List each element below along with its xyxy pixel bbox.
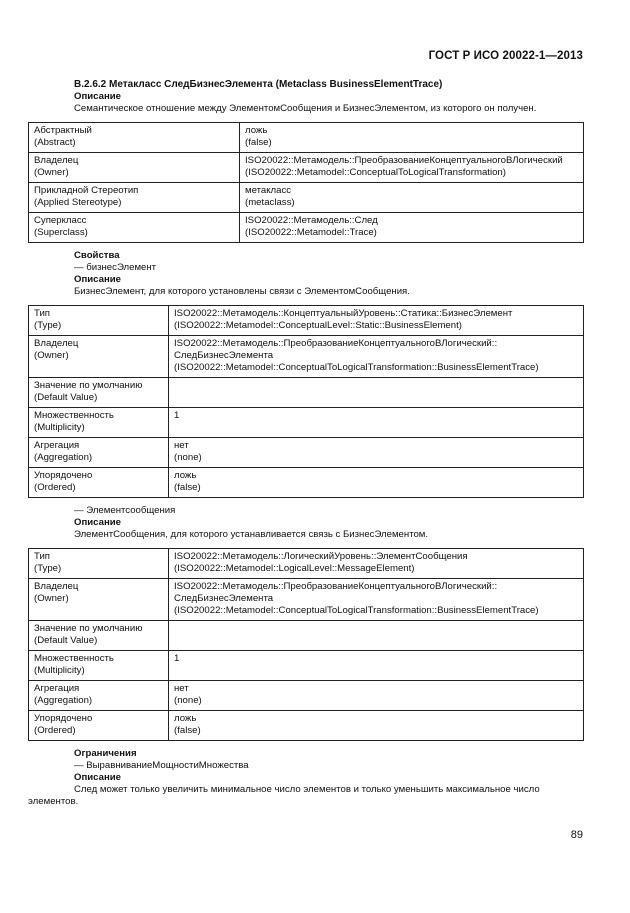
property-value-line: ложь xyxy=(174,470,197,481)
table-row xyxy=(29,408,584,438)
property-value-line: ISO20022::Метамодель::КонцептуальныйУровень::Статика::БизнесЭлемент xyxy=(174,308,513,319)
property-value-line: нет xyxy=(174,440,189,451)
property-name-line: Абстрактный xyxy=(34,125,92,136)
property-value-cell xyxy=(169,336,584,378)
constraint-description-text xyxy=(74,784,584,796)
property-name-line: (Default Value) xyxy=(34,392,98,403)
property-value-line: СледБизнесЭлемента xyxy=(174,593,274,604)
property-name-line: (Ordered) xyxy=(34,482,76,493)
property-value-line: ISO20022::Метамодель::ПреобразованиеКонцептуальногоВЛогический xyxy=(245,155,563,166)
property-name-cell xyxy=(29,378,169,408)
property-value-cell xyxy=(240,183,584,213)
table-row xyxy=(29,153,584,183)
property-value-line: СледБизнесЭлемента xyxy=(174,350,274,361)
property-name-line: (Applied Stereotype) xyxy=(34,197,122,208)
section-title: В.2.6.2 Метакласс СледБизнесЭлемента (Metaclass BusinessElementTrace) xyxy=(74,79,443,90)
property-name-line: Множественность xyxy=(34,410,114,421)
property-description-label: Описание xyxy=(74,274,121,285)
property-value-line: (metaclass) xyxy=(245,197,295,208)
property-value-line: нет xyxy=(174,683,189,694)
property-value-line: метакласс xyxy=(245,185,292,196)
property-name-line: (Owner) xyxy=(34,593,69,604)
property-value-line: ISO20022::Метамодель::ЛогическийУровень::ЭлементСообщения xyxy=(174,551,468,562)
property-name-cell xyxy=(29,651,169,681)
property-description-text: БизнесЭлемент, для которого установлены связи с ЭлементомСообщения. xyxy=(74,286,410,297)
constraint-description-continuation: элементов. xyxy=(28,796,79,807)
property-name-line: (Owner) xyxy=(34,167,69,178)
property-name-cell xyxy=(29,711,169,741)
property-value-cell xyxy=(169,621,584,651)
property-value-cell xyxy=(169,681,584,711)
property-name-cell xyxy=(29,183,240,213)
business-element-property-table xyxy=(28,305,584,498)
document-header: ГОСТ Р ИСО 20022-1—2013 xyxy=(428,50,583,62)
property-name-cell xyxy=(29,153,240,183)
table-row xyxy=(29,378,584,408)
table-row xyxy=(29,651,584,681)
property-value-line: (false) xyxy=(174,482,201,493)
property-name-cell xyxy=(29,213,240,243)
property-value-line: ложь xyxy=(245,125,268,136)
property-name-cell xyxy=(29,579,169,621)
table-row xyxy=(29,438,584,468)
property-value-line: (ISO20022::Metamodel::ConceptualToLogicalTransformation::BusinessElementTrace) xyxy=(174,362,539,373)
table-row xyxy=(29,681,584,711)
property-name-line: (Aggregation) xyxy=(34,452,93,463)
table-row xyxy=(29,468,584,498)
table-row xyxy=(29,123,584,153)
property-value-cell xyxy=(169,378,584,408)
property-name-line: (Abstract) xyxy=(34,137,76,148)
property-value-line: (ISO20022::Metamodel::ConceptualToLogicalTransformation) xyxy=(245,167,506,178)
property-name-line: (Multiplicity) xyxy=(34,422,85,433)
property-name-line: Упорядочено xyxy=(34,713,93,724)
property-name-line: Владелец xyxy=(34,155,79,166)
property-value-line: (ISO20022::Metamodel::ConceptualLevel::Static::BusinessElement) xyxy=(174,320,462,331)
property-name-cell xyxy=(29,438,169,468)
property-name-line: (Type) xyxy=(34,563,62,574)
section-description-label: Описание xyxy=(74,91,121,102)
properties-title: Свойства xyxy=(74,250,120,261)
property-name-line: Агрегация xyxy=(34,440,80,451)
property-name-line: Прикладной Стереотип xyxy=(34,185,139,196)
table-row xyxy=(29,711,584,741)
constraint-item: — ВыравниваниеМощностиМножества xyxy=(74,760,249,771)
page-content xyxy=(28,79,584,808)
property-value-line: (ISO20022::Metamodel::ConceptualToLogicalTransformation::BusinessElementTrace) xyxy=(174,605,539,616)
property-value-line: (false) xyxy=(245,137,272,148)
property-name-line: Суперкласс xyxy=(34,215,87,226)
property-name-line: (Default Value) xyxy=(34,635,98,646)
table-row xyxy=(29,213,584,243)
property-value-line: ложь xyxy=(174,713,197,724)
property-name-line: Владелец xyxy=(34,338,79,349)
property-value-cell xyxy=(169,579,584,621)
property-name-line: Тип xyxy=(34,308,50,319)
property-value-line: ISO20022::Метамодель::ПреобразованиеКонцептуальногоВЛогический:: xyxy=(174,581,498,592)
property-name-line: Агрегация xyxy=(34,683,80,694)
property-value-cell xyxy=(240,153,584,183)
table-row xyxy=(29,579,584,621)
property-value-cell xyxy=(240,213,584,243)
property-name-line: Тип xyxy=(34,551,50,562)
page-number: 89 xyxy=(570,829,583,841)
property-name-cell xyxy=(29,123,240,153)
property-name-cell xyxy=(29,468,169,498)
property-value-cell xyxy=(240,123,584,153)
constraint-description-line-1: След может только увеличить минимальное число элементов и только уменьшить максимальное число xyxy=(74,784,540,795)
property-name-cell xyxy=(29,549,169,579)
table-row xyxy=(29,306,584,336)
property-name-line: (Aggregation) xyxy=(34,695,93,706)
property-item-message-element: — Элементсообщения xyxy=(74,505,176,516)
table-row xyxy=(29,621,584,651)
property-name-line: Значение по умолчанию xyxy=(34,380,143,391)
property-name-cell xyxy=(29,408,169,438)
property-name-cell xyxy=(29,336,169,378)
property-name-line: Множественность xyxy=(34,653,114,664)
property-value-cell xyxy=(169,468,584,498)
property-item-business-element: — бизнесЭлемент xyxy=(74,262,157,273)
property-value-line: 1 xyxy=(174,653,180,664)
property-value-line: ISO20022::Метамодель::ПреобразованиеКонцептуальногоВЛогический:: xyxy=(174,338,498,349)
property-name-cell xyxy=(29,621,169,651)
property-value-cell xyxy=(169,408,584,438)
message-element-property-table xyxy=(28,548,584,741)
property-name-cell xyxy=(29,306,169,336)
table-row xyxy=(29,183,584,213)
property-value-cell xyxy=(169,549,584,579)
property-name-line: (Ordered) xyxy=(34,725,76,736)
constraint-description-label: Описание xyxy=(74,772,121,783)
property-value-cell xyxy=(169,651,584,681)
property-value-line: 1 xyxy=(174,410,180,421)
property-value-line: (none) xyxy=(174,452,202,463)
property-name-line: (Owner) xyxy=(34,350,69,361)
property-value-line: (none) xyxy=(174,695,202,706)
property-name-line: Значение по умолчанию xyxy=(34,623,143,634)
property-name-cell xyxy=(29,681,169,711)
property-name-line: (Type) xyxy=(34,320,62,331)
property-value-line: (ISO20022::Metamodel::LogicalLevel::MessageElement) xyxy=(174,563,415,574)
property-value-line: ISO20022::Метамодель::След xyxy=(245,215,378,226)
table-row xyxy=(29,549,584,579)
property-value-cell xyxy=(169,306,584,336)
property-description-label-2: Описание xyxy=(74,517,121,528)
section-description-text: Семантическое отношение между ЭлементомСообщения и БизнесЭлементом, из которого он получен. xyxy=(74,103,537,114)
property-name-line: Владелец xyxy=(34,581,79,592)
property-value-line: (ISO20022::Metamodel::Trace) xyxy=(245,227,377,238)
property-value-cell xyxy=(169,438,584,468)
property-value-line: (false) xyxy=(174,725,201,736)
property-name-line: (Multiplicity) xyxy=(34,665,85,676)
constraints-title: Ограничения xyxy=(74,748,137,759)
property-value-cell xyxy=(169,711,584,741)
property-name-line: (Superclass) xyxy=(34,227,88,238)
property-description-text-2: ЭлементСообщения, для которого устанавливается связь с БизнесЭлементом. xyxy=(74,529,429,540)
table-row xyxy=(29,336,584,378)
property-name-line: Упорядочено xyxy=(34,470,93,481)
metaclass-properties-table xyxy=(28,122,584,243)
